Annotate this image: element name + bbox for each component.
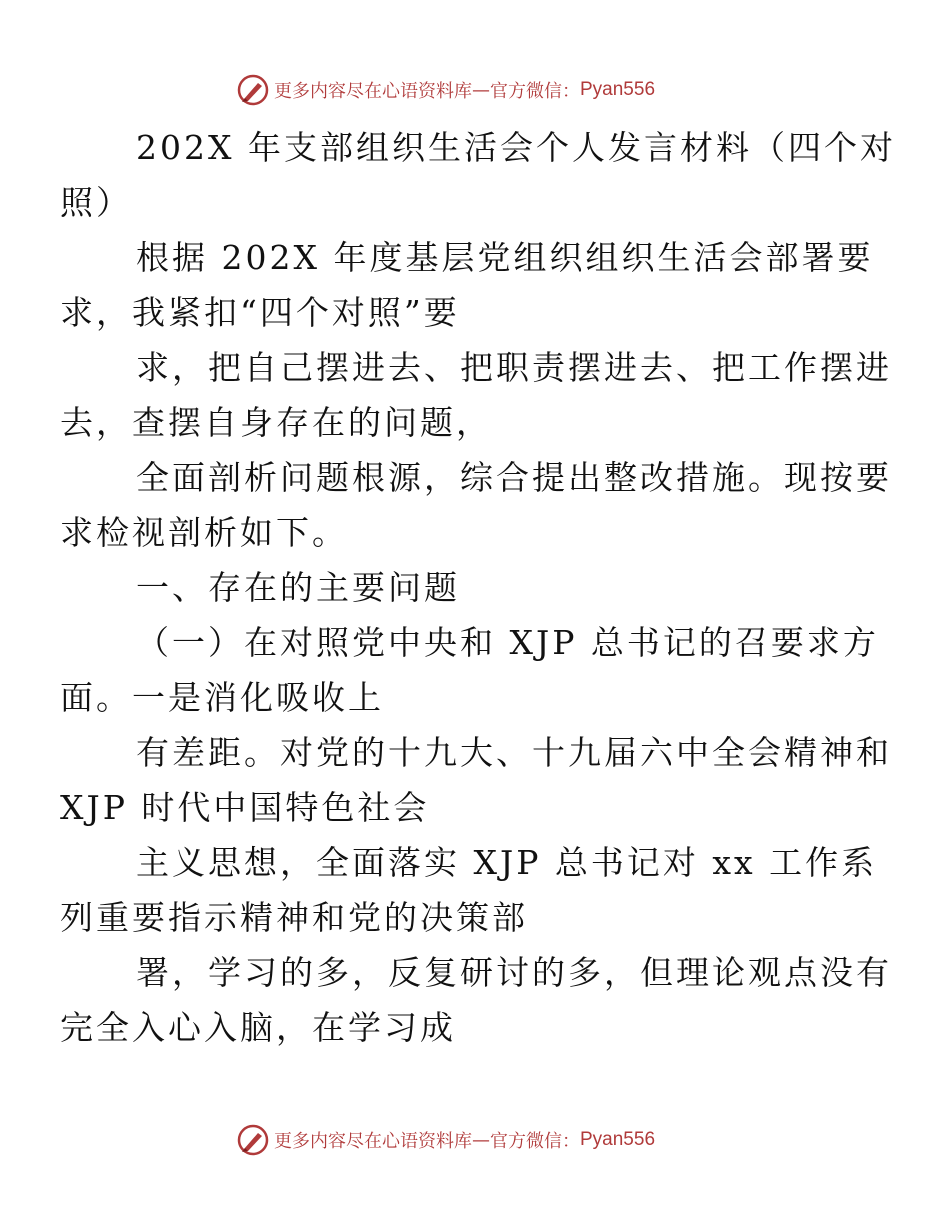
watermark-wechat-id: Pyan556	[580, 1129, 656, 1150]
text-line: 有差距。对党的十九大、十九届六中全会精神和	[136, 733, 892, 772]
watermark-wechat-label: 官方微信：	[490, 1131, 580, 1152]
text-line: 主义思想，全面落实 XJP 总书记对 xx 工作系	[136, 843, 878, 882]
section-heading	[98, 560, 858, 615]
text-line: 求，我紧扣“四个对照”要	[60, 293, 460, 332]
text-line: XJP 时代中国特色社会	[60, 788, 430, 827]
pen-logo-icon	[236, 73, 270, 107]
paragraph	[60, 230, 874, 340]
text-line: 署，学习的多，反复研讨的多，但理论观点没有	[136, 953, 892, 992]
watermark-separator: —	[472, 1129, 490, 1151]
paragraph	[60, 340, 892, 450]
watermark-text: 更多内容尽在心语资料库	[274, 81, 472, 102]
watermark-header	[236, 72, 655, 108]
text-line: 202X 年支部组织生活会个人发言材料（四个对	[136, 128, 896, 167]
watermark-wechat-id: Pyan556	[580, 79, 656, 100]
text-line: 列重要指示精神和党的决策部	[60, 898, 528, 937]
document-title	[60, 120, 896, 230]
paragraph	[60, 615, 879, 725]
paragraph	[60, 450, 892, 560]
paragraph	[60, 835, 878, 945]
text-line: （一）在对照党中央和 XJP 总书记的召要求方	[136, 623, 879, 662]
document-body	[60, 120, 896, 1055]
text-line: 去，查摆自身存在的问题，	[60, 403, 492, 442]
text-line: 根据 202X 年度基层党组织组织生活会部署要	[136, 238, 874, 277]
text-line: 求，把自己摆进去、把职责摆进去、把工作摆进	[136, 348, 892, 387]
paragraph	[60, 725, 892, 835]
text-line: 面。一是消化吸收上	[60, 678, 384, 717]
watermark-text: 更多内容尽在心语资料库	[274, 1131, 472, 1152]
watermark-wechat-label: 官方微信：	[490, 81, 580, 102]
text-line: 照）	[60, 183, 132, 222]
watermark-separator: —	[472, 79, 490, 101]
pen-logo-icon	[236, 1123, 270, 1157]
watermark-footer	[236, 1122, 655, 1158]
text-line: 求检视剖析如下。	[60, 513, 348, 552]
paragraph	[60, 945, 892, 1055]
text-line: 全面剖析问题根源，综合提出整改措施。现按要	[136, 458, 892, 497]
text-line: 完全入心入脑，在学习成	[60, 1008, 456, 1047]
text-line: 一、存在的主要问题	[136, 568, 460, 607]
